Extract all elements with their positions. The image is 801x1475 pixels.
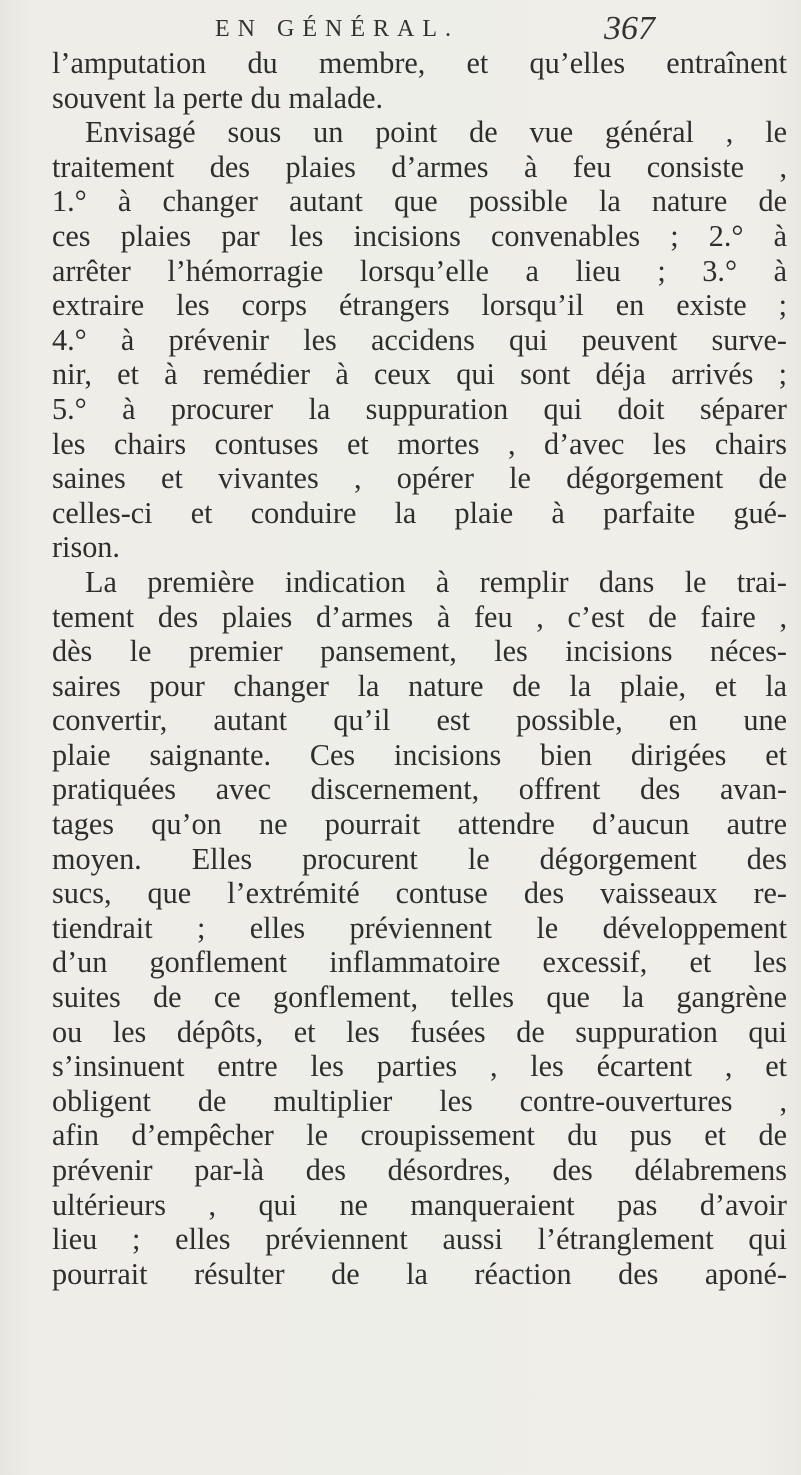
text-line: souvent la perte du malade. xyxy=(52,80,384,115)
text-line: dès le premier pansement, les incisions néces- xyxy=(52,634,787,669)
text-line: Envisagé sous un point de vue général , le xyxy=(85,115,787,150)
text-line: l’amputation du membre, et qu’elles entraînent xyxy=(52,46,787,80)
text-line: ces plaies par les incisions convenables ; 2.° à xyxy=(52,218,787,253)
text-line: traitement des plaies d’armes à feu consiste , xyxy=(52,149,787,184)
text-line: les chairs contuses et mortes , d’avec les chairs xyxy=(52,426,787,461)
text-line: prévenir par-là des désordres, des délabremens xyxy=(52,1153,787,1187)
text-line: tages qu’on ne pourrait attendre d’aucun autre xyxy=(52,807,787,842)
text-line: pourrait résulter de la réaction des aponé- xyxy=(52,1256,787,1291)
text-line: saines et vivantes , opérer le dégorgement de xyxy=(52,461,787,496)
text-line: tiendrait ; elles préviennent le développement xyxy=(52,910,787,945)
text-line: 1.° à changer autant que possible la nature de xyxy=(52,184,787,219)
text-line: s’insinuent entre les parties , les écartent , et xyxy=(52,1049,787,1084)
text-line: sucs, que l’extrémité contuse des vaisseaux re- xyxy=(52,876,787,911)
text-line: convertir, autant qu’il est possible, en une xyxy=(52,703,787,738)
text-line: afin d’empêcher le croupissement du pus et de xyxy=(52,1118,787,1153)
body-text xyxy=(52,46,787,1291)
text-line: pratiquées avec discernement, offrent des avan- xyxy=(52,772,787,807)
text-line: arrêter l’hémorragie lorsqu’elle a lieu ; 3.° à xyxy=(52,253,787,288)
text-line: ou les dépôts, et les fusées de suppuration qui xyxy=(52,1014,787,1049)
text-line: ultérieurs , qui ne manqueraient pas d’avoir xyxy=(52,1187,787,1222)
text-line: moyen. Elles procurent le dégorgement des xyxy=(52,841,787,876)
text-line: extraire les corps étrangers lorsqu’il en existe ; xyxy=(52,288,787,323)
text-line: tement des plaies d’armes à feu , c’est de faire , xyxy=(52,599,787,634)
running-head: EN GÉNÉRAL. xyxy=(215,16,459,42)
text-line: d’un gonflement inflammatoire excessif, et les xyxy=(52,945,787,980)
text-line: nir, et à remédier à ceux qui sont déja arrivés ; xyxy=(52,357,787,392)
text-line: 4.° à prévenir les accidens qui peuvent surve- xyxy=(52,322,787,357)
text-line: suites de ce gonflement, telles que la gangrène xyxy=(52,980,787,1015)
page-header xyxy=(215,10,655,50)
page-number: 367 xyxy=(604,10,655,47)
text-line: plaie saignante. Ces incisions bien dirigées et xyxy=(52,737,787,772)
text-line: 5.° à procurer la suppuration qui doit séparer xyxy=(52,391,787,426)
text-line: La première indication à remplir dans le trai- xyxy=(85,564,787,599)
text-line: rison. xyxy=(52,530,120,565)
text-line: saires pour changer la nature de la plaie, et la xyxy=(52,668,787,703)
text-line: lieu ; elles préviennent aussi l’étranglement qui xyxy=(52,1222,787,1257)
text-line: celles-ci et conduire la plaie à parfaite gué- xyxy=(52,495,787,530)
text-line: obligent de multiplier les contre-ouvertures , xyxy=(52,1083,787,1118)
